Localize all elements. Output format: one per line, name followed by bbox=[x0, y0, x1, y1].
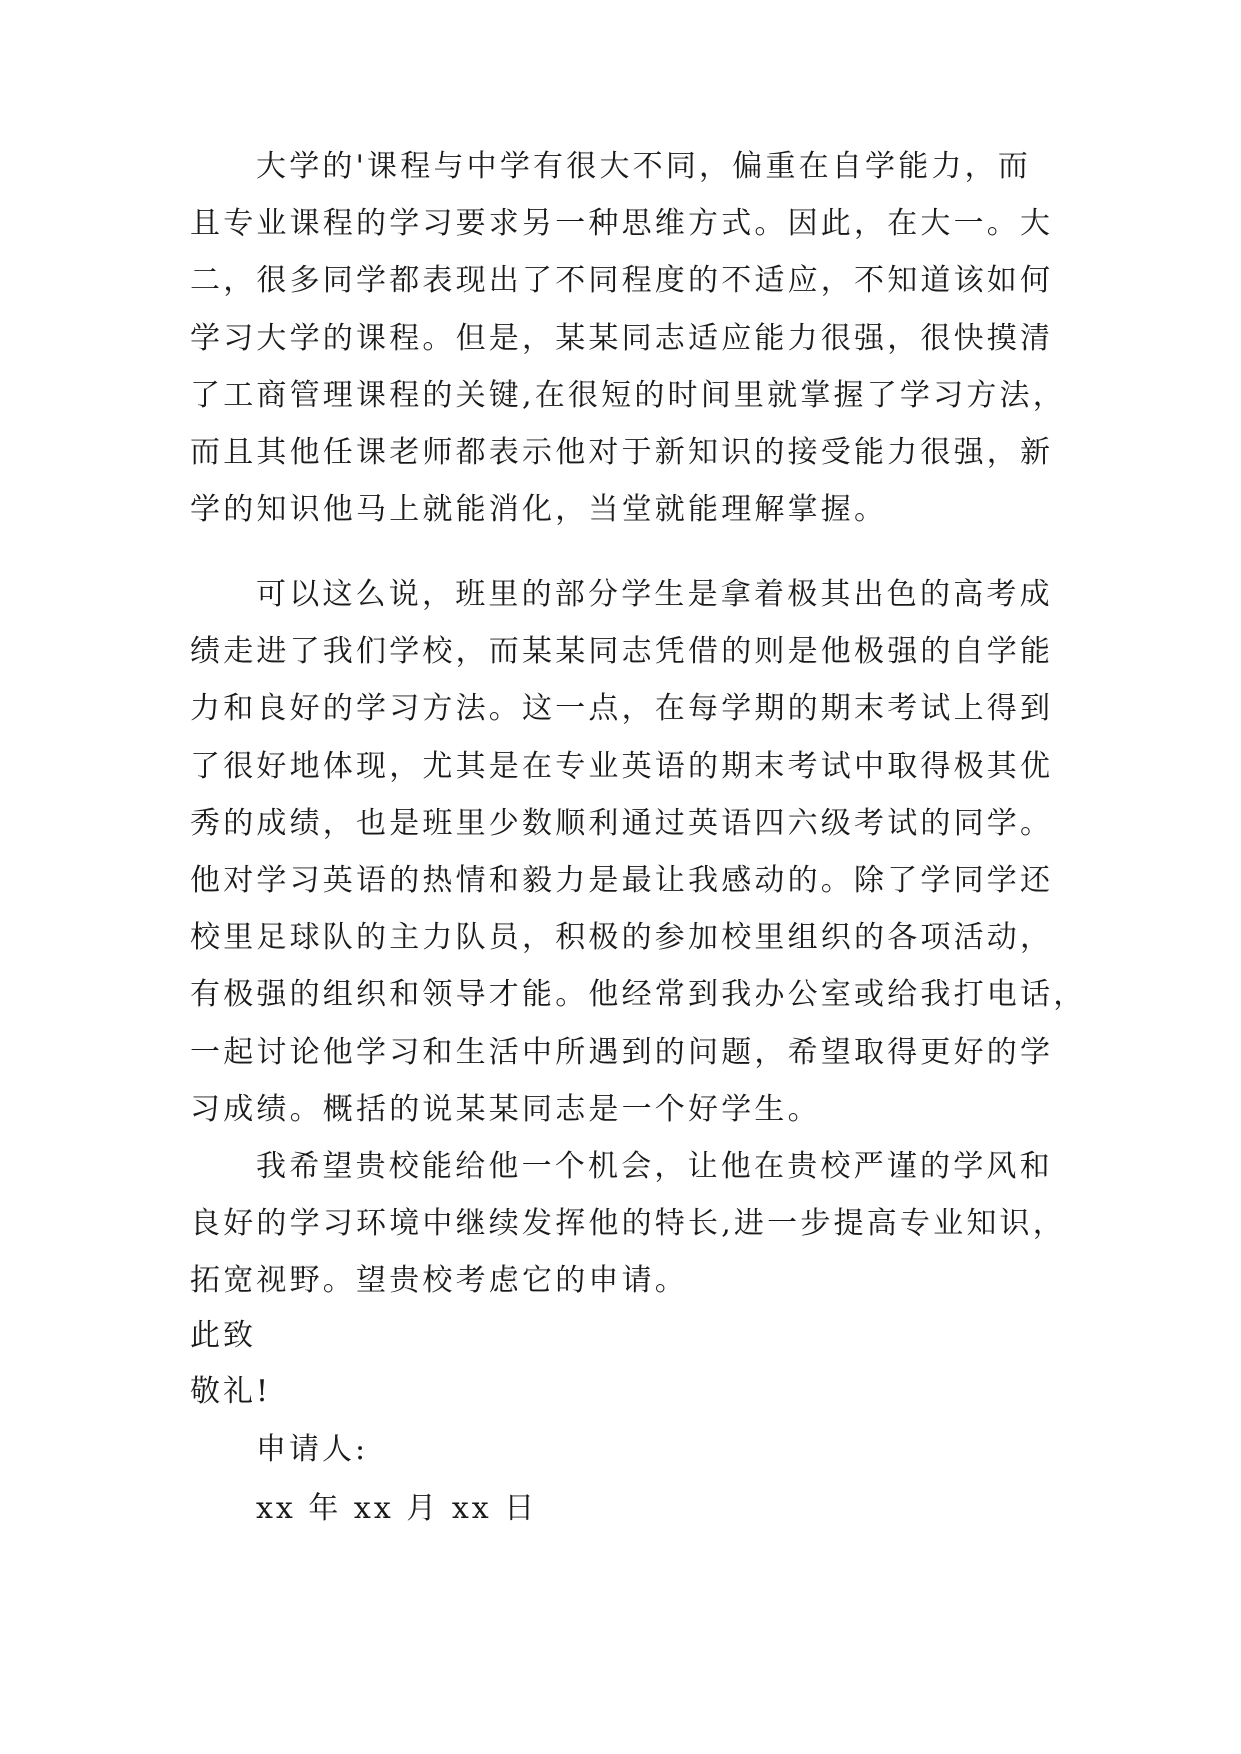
applicant-label: 申请人: bbox=[256, 1432, 369, 1467]
text-line: 且专业课程的学习要求另一种思维方式。因此，在大一。大 bbox=[190, 206, 1054, 242]
paragraph-3 bbox=[190, 1138, 1066, 1310]
text-line: 学习大学的课程。但是，某某同志适应能力很强，很快摸清 bbox=[190, 320, 1054, 356]
text-line: 秀的成绩，也是班里少数顺利通过英语四六级考试的同学。 bbox=[190, 805, 1054, 841]
text-line: 良好的学习环境中继续发挥他的特长,进一步提高专业知识， bbox=[190, 1206, 1066, 1242]
text-line: 而且其他任课老师都表示他对于新知识的接受能力很强，新 bbox=[190, 434, 1054, 470]
text-line: 了很好地体现，尤其是在专业英语的期末考试中取得极其优 bbox=[190, 748, 1054, 784]
salutation-cizhi: 此致 bbox=[190, 1318, 256, 1353]
text-line: 我希望贵校能给他一个机会，让他在贵校严谨的学风和 bbox=[256, 1149, 1053, 1184]
text-line: 一起讨论他学习和生活中所遇到的问题，希望取得更好的学 bbox=[190, 1034, 1054, 1070]
text-line: 他对学习英语的热情和毅力是最让我感动的。除了学同学还 bbox=[190, 862, 1054, 898]
salutation-jingli: 敬礼! bbox=[190, 1374, 272, 1409]
text-line: 校里足球队的主力队员，积极的参加校里组织的各项活动， bbox=[190, 920, 1054, 956]
text-line: 二，很多同学都表现出了不同程度的不适应，不知道该如何 bbox=[190, 263, 1054, 299]
text-line: 拓宽视野。望贵校考虑它的申请。 bbox=[190, 1263, 688, 1299]
text-line: 大学的'课程与中学有很大不同，偏重在自学能力，而 bbox=[256, 149, 1032, 184]
text-line: 学的知识他马上就能消化，当堂就能理解掌握。 bbox=[190, 492, 888, 528]
text-line: 可以这么说，班里的部分学生是拿着极其出色的高考成 bbox=[256, 577, 1053, 612]
paragraph-1 bbox=[190, 138, 1066, 538]
text-line: 有极强的组织和领导才能。他经常到我办公室或给我打电话， bbox=[190, 977, 1087, 1013]
text-line: 力和良好的学习方法。这一点，在每学期的期末考试上得到 bbox=[190, 691, 1054, 727]
text-line: 了工商管理课程的关键,在很短的时间里就掌握了学习方法， bbox=[190, 377, 1066, 413]
text-line: 习成绩。概括的说某某同志是一个好学生。 bbox=[190, 1091, 821, 1127]
date-line: xx 年 xx 月 xx 日 bbox=[256, 1491, 538, 1526]
text-line: 绩走进了我们学校，而某某同志凭借的则是他极强的自学能 bbox=[190, 634, 1054, 670]
paragraph-2 bbox=[190, 566, 1087, 1138]
